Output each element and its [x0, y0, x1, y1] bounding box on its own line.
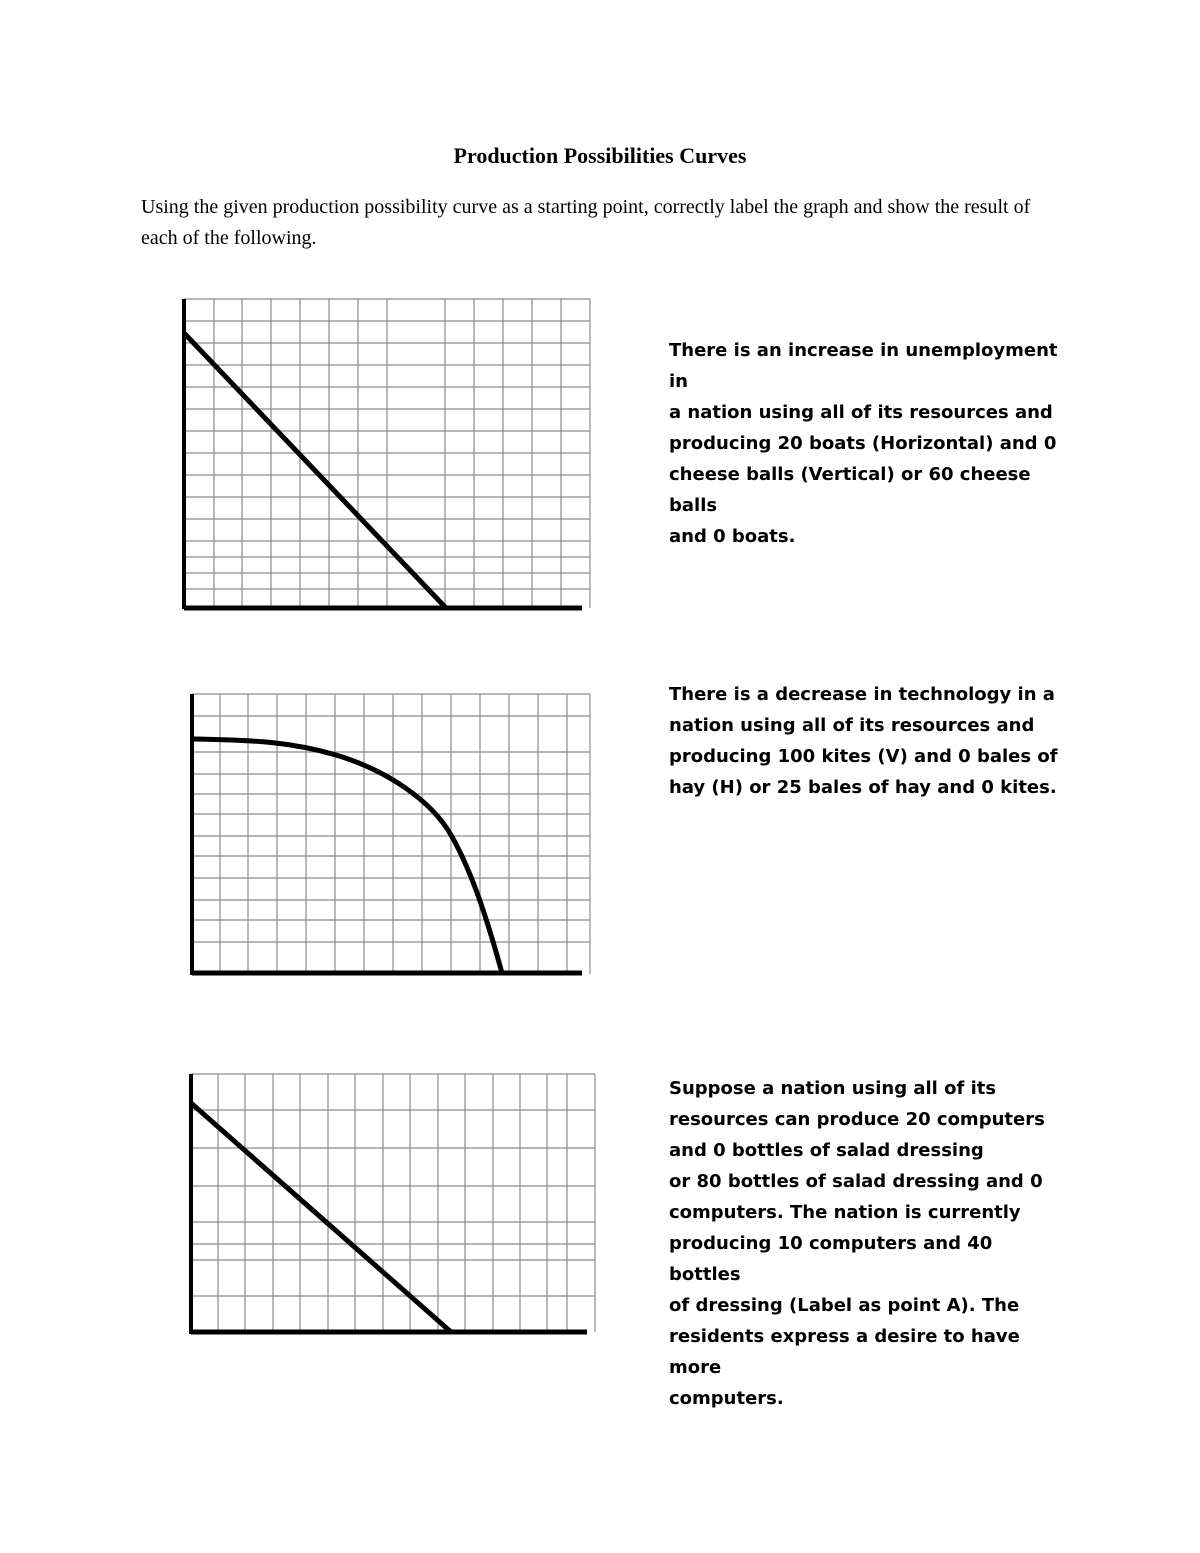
ppc-graph-2	[186, 690, 594, 980]
ppc-curve	[191, 1103, 451, 1332]
ppc-graph-3	[185, 1070, 599, 1340]
instructions: Using the given production possibility curve as a starting point, correctly label the graph and show the result of each of the following.	[141, 196, 1031, 249]
question-2: There is a decrease in technology in a nation using all of its resources and producing 100 kites (V) and 0 bales of hay (H) or 25 bales of hay and 0 kites.	[669, 684, 1058, 798]
ppc-curve	[184, 333, 446, 608]
grid-lines	[184, 299, 590, 608]
ppc-graph-1	[178, 295, 594, 615]
grid-lines	[191, 1074, 595, 1332]
page-title: Production Possibilities Curves	[453, 143, 747, 168]
question-3: Suppose a nation using all of its resources can produce 20 computers and 0 bottles of salad dressing or 80 bottles of salad dressing and 0 computers. The nation is currently producing 10 computers and 40 bottles of dressing (Label as point A). The residents express a desire to have more computers.	[669, 1078, 1045, 1409]
grid-lines	[192, 694, 590, 974]
question-1: There is an increase in unemployment in a nation using all of its resources and producing 20 boats (Horizontal) and 0 cheese balls (Vertical) or 60 cheese balls and 0 boats.	[669, 340, 1058, 547]
